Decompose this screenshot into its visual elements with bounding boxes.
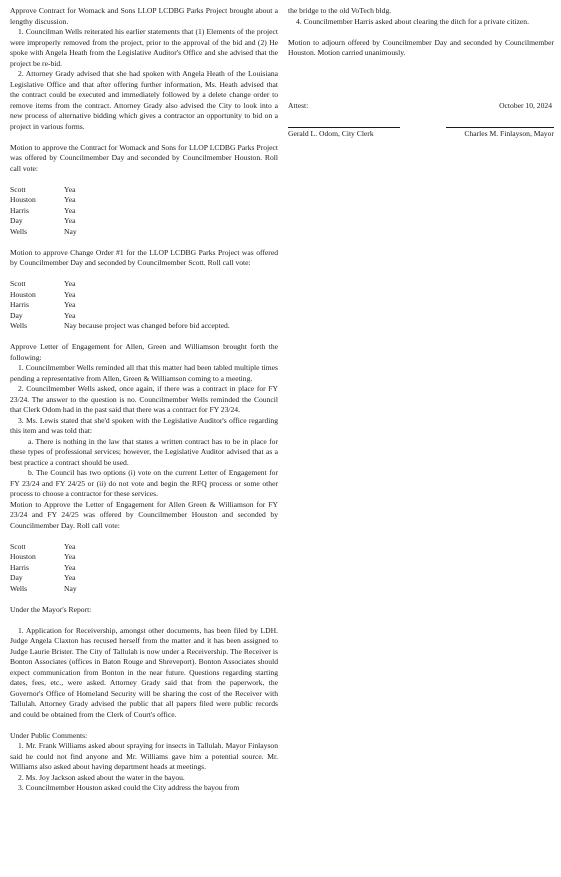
voter-name: Scott — [10, 279, 26, 288]
vote-value: Yea — [64, 195, 76, 204]
contract-item-1: 1. Councilman Wells reiterated his earlier statements that (1) Elements of the project were improperly removed from the project, prior to the approval of the bid and (2) He spoke with Angela Heath from the Legislative Auditor's Office and she advised that the project be re-bid. — [10, 27, 278, 68]
voter-name: Houston — [10, 552, 36, 561]
signature-row — [288, 127, 554, 140]
vote-row — [10, 563, 278, 574]
vote-value: Yea — [64, 184, 76, 194]
vote-row — [10, 290, 278, 301]
public-comment-4: 4. Councilmember Harris asked about clearing the ditch for a private citizen. — [296, 16, 529, 26]
vote-value: Yea — [64, 552, 76, 561]
engagement-item-1: 1. Councilmember Wells reminded all that this matter had been tabled multiple times pending a representative from Allen, Green & Williamson coming to a meeting. — [10, 363, 278, 383]
vote-value: Yea — [64, 205, 76, 215]
vote-row — [10, 311, 278, 322]
vote-value: Yea — [64, 562, 76, 572]
vote-row — [10, 552, 278, 563]
vote-row — [10, 227, 278, 238]
voter-name: Harris — [10, 300, 29, 309]
voter-name: Harris — [10, 562, 29, 572]
engagement-item-3: 3. Ms. Lewis stated that she'd spoken with the Legislative Auditor's office regarding this item and was told that: — [10, 415, 278, 435]
public-comment-3: 3. Councilmember Houston asked could the City address the bayou from — [18, 783, 240, 792]
voter-name: Harris — [10, 205, 29, 215]
vote-row — [10, 584, 278, 595]
vote-row — [10, 216, 278, 227]
voter-name: Wells — [10, 226, 28, 236]
vote-row — [10, 542, 278, 553]
motion-contract: Motion to approve the Contract for Womack and Sons for LLOP LCDBG Parks Project was offered by Councilmember Day and seconded by Councilmember Houston. Roll call vote: — [10, 142, 278, 173]
right-column — [288, 6, 554, 139]
voter-name: Houston — [10, 195, 36, 204]
motion-engagement: Motion to Approve the Letter of Engagement for Allen Green & Williamson for FY 23/24 and FY 24/25 was offered by Councilmember Houston and seconded by Councilmember Day. Roll call vote: — [10, 499, 278, 530]
vote-value: Nay — [64, 583, 77, 593]
mayor-report-heading: Under the Mayor's Report: — [10, 604, 92, 614]
vote-row — [10, 195, 278, 206]
roll-call-vote-3 — [10, 542, 278, 595]
vote-row — [10, 573, 278, 584]
motion-adjourn: Motion to adjourn offered by Councilmember Day and seconded by Councilmember Houston. Motion carried unanimously. — [288, 37, 554, 57]
engagement-sub-b: b. The Council has two options (i) vote on the current Letter of Engagement for FY 23/24 and FY 24/25 or (ii) do not vote and begin the RFQ process or some other process to choose a contractor for these services. — [10, 468, 278, 498]
voter-name: Scott — [10, 541, 26, 551]
voter-name: Wells — [10, 321, 28, 330]
vote-row — [10, 185, 278, 196]
public-comments-heading: Under Public Comments: — [10, 730, 88, 740]
vote-value: Yea — [64, 573, 76, 582]
attest-label: Attest: — [288, 100, 309, 110]
motion-change-order: Motion to approve Change Order #1 for the LLOP LCDBG Parks Project was offered by Councilmember Day and seconded by Councilmember Scott. Roll call vote: — [10, 247, 278, 267]
contract-paragraph: Approve Contract for Womack and Sons LLOP LCDBG Parks Project brought about a lengthy discussion. — [10, 6, 278, 26]
mayor-signature: Charles M. Finlayson, Mayor — [446, 127, 554, 140]
public-comment-2: 2. Ms. Joy Jackson asked about the water in the bayou. — [18, 772, 185, 782]
engagement-item-2: 2. Councilmember Wells asked, once again, if there was a contract in place for FY 23/24. The answer to the question is no. Councilmember Wells reminded the Council that Clerk Odom had in the past said that there was a contract for FY 23/24. — [10, 384, 278, 414]
vote-value: Yea — [64, 289, 76, 299]
voter-name: Wells — [10, 583, 28, 593]
voter-name: Scott — [10, 184, 26, 194]
voter-name: Day — [10, 573, 23, 582]
vote-value: Yea — [64, 300, 76, 309]
vote-value: Yea — [64, 541, 76, 551]
vote-row — [10, 279, 278, 290]
vote-row — [10, 206, 278, 217]
engagement-paragraph: Approve Letter of Engagement for Allen, Green and Williamson brought forth the following: — [10, 342, 278, 362]
vote-row — [10, 300, 278, 311]
clerk-signature: Gerald L. Odom, City Clerk — [288, 127, 400, 140]
attest-line — [288, 101, 554, 112]
voter-name: Houston — [10, 289, 36, 299]
mayor-report-item-1: 1. Application for Receivership, amongst other documents, has been filed by LDH. Judge Angela Claxton has recused herself from the matter and it has been assigned to Judge Laurie Brister. The City of Tallulah is now under a Receivership. The Receiver is Bonton Associates (offices in Baton Rouge and Shreveport). Bonton Associates should expect communication from Bonton in the near future. Questions regarding starting dates, fees, etc., were asked. Attorney Grady said that from the paperwork, the Governor's Office of Homeland Security will be sharing the cost of the Receiver with Tallulah. Attorney Grady advised the public that all papers filed were public records and could be obtained from the Clerk of Court's office. — [10, 625, 278, 719]
vote-value: Yea — [64, 216, 76, 225]
public-comment-3-continued: the bridge to the old VoTech bldg. — [288, 6, 392, 15]
vote-value: Yea — [64, 279, 76, 288]
vote-value: Nay because project was changed before bid accepted. — [64, 321, 230, 330]
vote-row — [10, 321, 278, 332]
vote-value: Nay — [64, 226, 77, 236]
voter-name: Day — [10, 310, 23, 320]
contract-item-2: 2. Attorney Grady advised that she had spoken with Angela Heath of the Louisiana Legislative Office and that after offering further information, Ms. Heath advised that the contract could be executed and immediately followed by a delete change order to remove items from the contract. Attorney Grady also advised the City to look into a new process of alternative bidding which gives a contractor an opportunity to bid on a project in various forms. — [10, 69, 278, 131]
roll-call-vote-2 — [10, 279, 278, 332]
voter-name: Day — [10, 216, 23, 225]
roll-call-vote-1 — [10, 185, 278, 238]
meeting-date: October 10, 2024 — [499, 100, 552, 110]
left-column — [10, 6, 278, 794]
engagement-sub-a: a. There is nothing in the law that states a written contract has to be in place for these types of professional services; however, the Legislative Auditor advised that as a best practice a contract should be used. — [10, 436, 278, 467]
vote-value: Yea — [64, 310, 76, 320]
public-comment-1: 1. Mr. Frank Williams asked about spraying for insects in Tallulah. Mayor Finlayson said he could not find anyone and Mr. Williams gave him a potential source. Mr. Williams also asked about having department heads at meetings. — [10, 741, 278, 771]
